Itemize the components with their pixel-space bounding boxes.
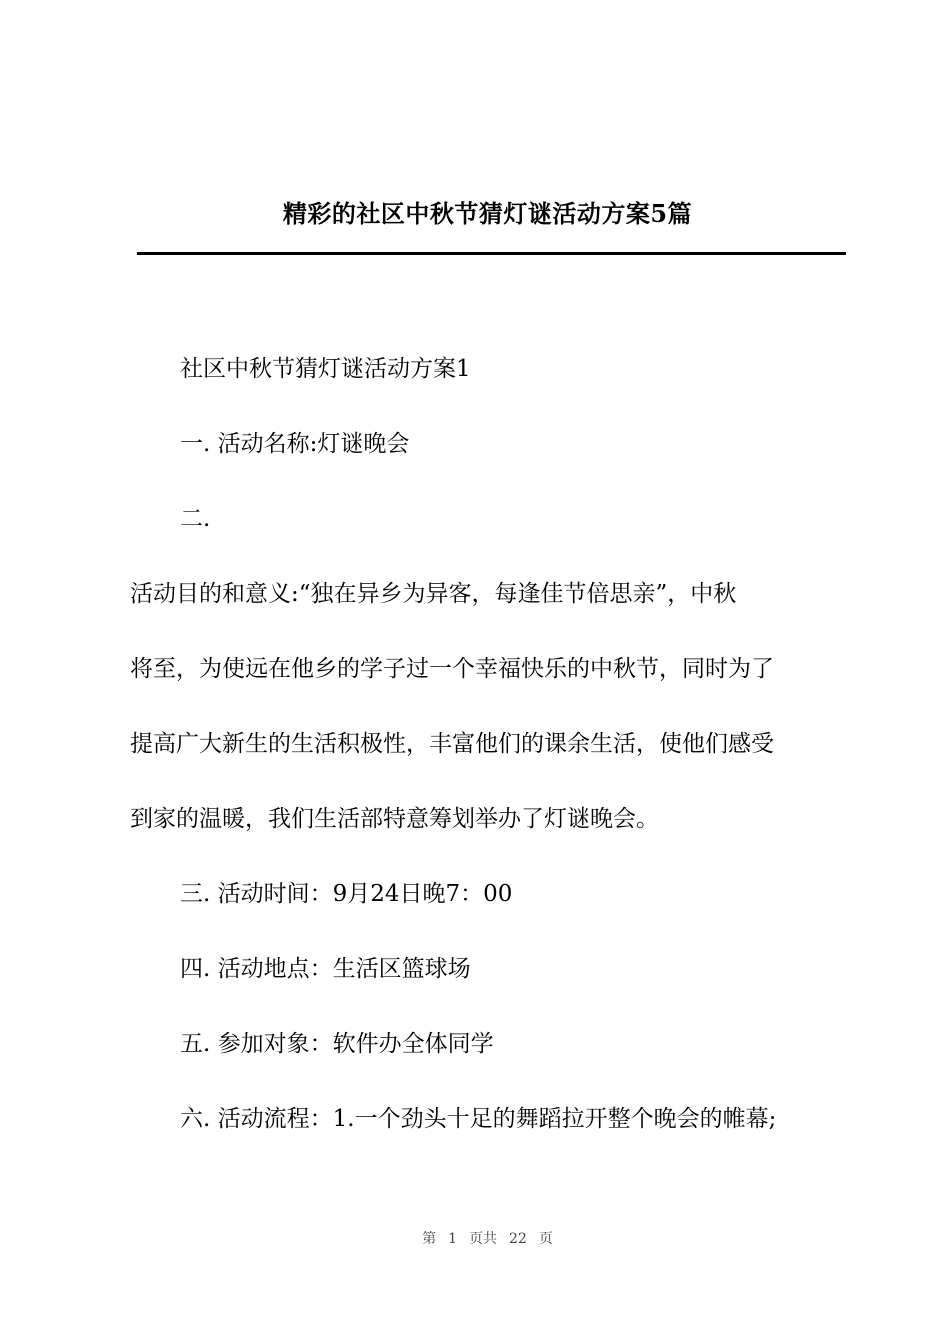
paragraph-line: 将至，为使远在他乡的学子过一个幸福快乐的中秋节，同时为了 <box>130 656 774 682</box>
footer-suffix: 页 <box>538 1231 553 1247</box>
footer-middle: 页共 <box>469 1231 498 1247</box>
footer-prefix: 第 <box>422 1231 437 1247</box>
paragraph-line: 活动目的和意义:“独在异乡为异客，每逢佳节倍思亲”，中秋 <box>130 581 737 607</box>
paragraph-line: 提高广大新生的生活积极性，丰富他们的课余生活，使他们感受 <box>130 731 774 757</box>
footer-total-pages: 22 <box>509 1231 527 1247</box>
paragraph-line: 四. 活动地点：生活区篮球场 <box>180 956 471 982</box>
section-heading: 社区中秋节猜灯谜活动方案1 <box>180 356 471 382</box>
paragraph-line: 二. <box>180 506 211 532</box>
footer-page-number: 1 <box>448 1231 458 1247</box>
paragraph-line: 三. 活动时间：9月24日晚7：00 <box>180 881 513 907</box>
paragraph-line: 一. 活动名称:灯谜晚会 <box>180 431 410 457</box>
document-title: 精彩的社区中秋节猜灯谜活动方案5篇 <box>282 199 693 228</box>
paragraph-line: 五. 参加对象：软件办全体同学 <box>180 1031 494 1057</box>
page-footer <box>0 1229 950 1249</box>
title-divider <box>137 252 846 255</box>
paragraph-line: 六. 活动流程：1.一个劲头十足的舞蹈拉开整个晚会的帷幕; <box>180 1106 777 1132</box>
paragraph-line: 到家的温暖，我们生活部特意筹划举办了灯谜晚会。 <box>130 806 659 832</box>
